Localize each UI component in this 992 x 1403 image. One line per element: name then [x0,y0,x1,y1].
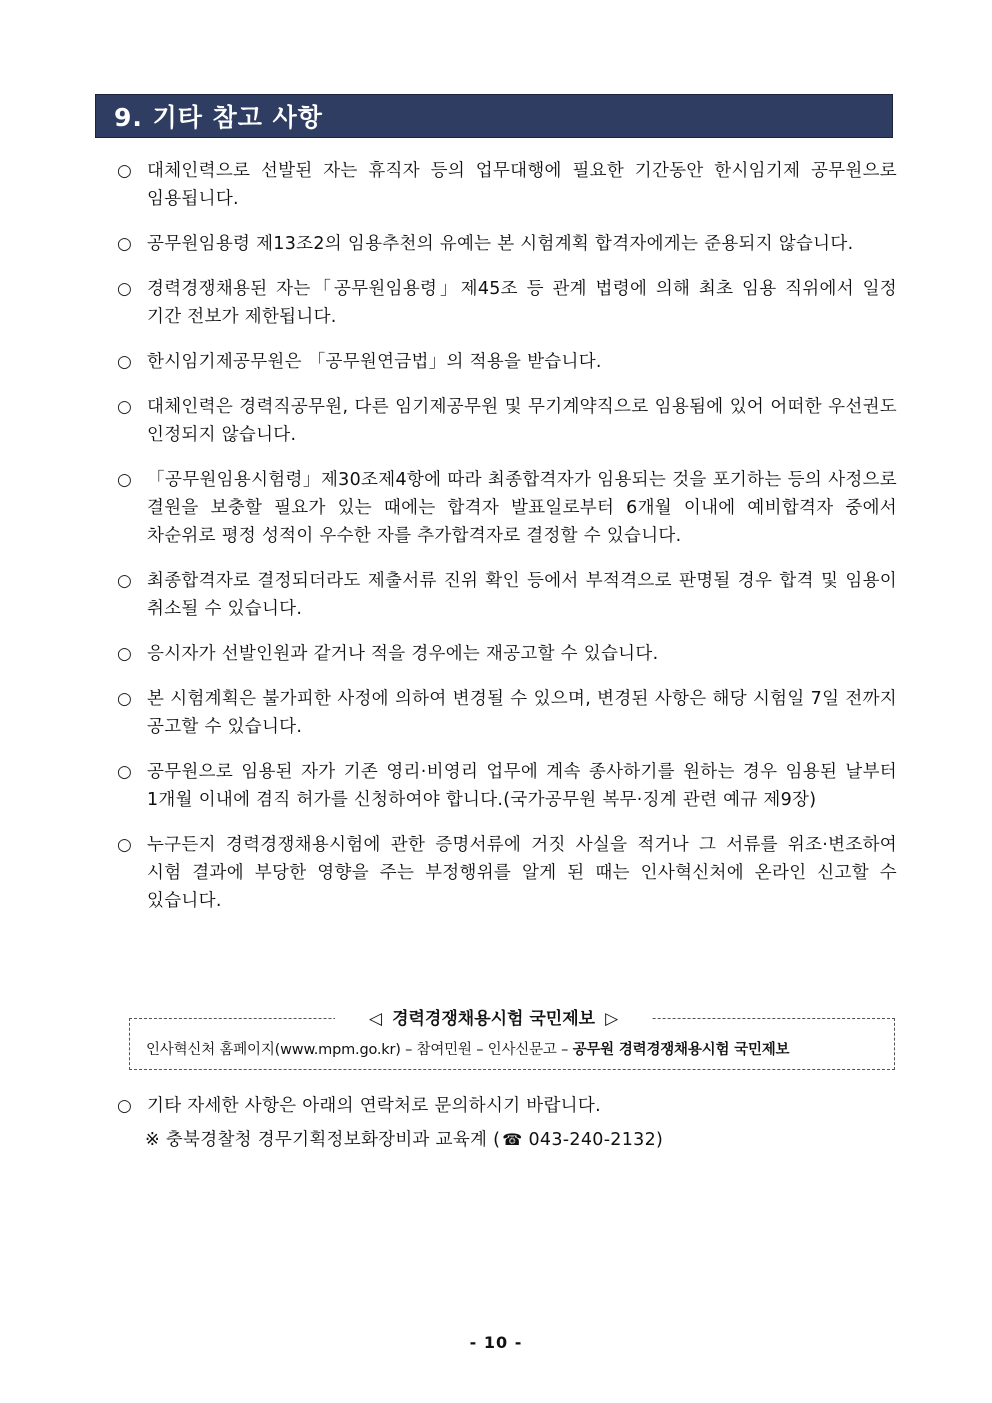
report-path-text: 인사혁신처 홈페이지(www.mpm.go.kr) – 참여민원 – 인사신문고 – [146,1042,573,1058]
bullet-icon: ○ [117,234,132,254]
list-item [115,1092,897,1120]
report-path-target: 공무원 경력경쟁채용시험 국민제보 [572,1042,790,1058]
list-item [115,567,897,623]
bullet-icon: ○ [117,279,132,299]
list-item-text: 공무원임용령 제13조2의 임용추천의 유예는 본 시험계획 합격자에게는 준용되지 않습니다. [147,234,854,254]
contact-note [115,1126,897,1154]
contact-note-prefix: ※ 충북경찰청 경무기획정보화장비과 교육계 ( [145,1130,501,1150]
list-item-text: 한시임기제공무원은 「공무원연금법」의 적용을 받습니다. [147,352,602,372]
triangle-left-icon: ◁ [369,1009,383,1029]
bullet-icon: ○ [117,161,132,181]
bullet-icon: ○ [117,352,132,372]
list-item-text: 「공무원임용시험령」제30조제4항에 따라 최종합격자가 임용되는 것을 포기하는 등의 사정으로 결원을 보충할 필요가 있는 때에는 합격자 발표일로부터 6개월 이내에 예비합격자 중에서 차순위로 평정 성적이 우수한 자를 추가합격자로 결정할 수 있습니다. [147,470,897,546]
list-item [115,275,897,331]
bullet-icon: ○ [117,571,132,591]
list-item [115,640,897,668]
list-item-text: 최종합격자로 결정되더라도 제출서류 진위 확인 등에서 부적격으로 판명될 경우 합격 및 임용이 취소될 수 있습니다. [147,571,897,619]
bullet-icon: ○ [117,835,132,855]
list-item-text: 공무원으로 임용된 자가 기존 영리·비영리 업무에 계속 종사하기를 원하는 경우 임용된 날부터 1개월 이내에 겸직 허가를 신청하여야 합니다.(국가공무원 복무·징계 관련 예규 제9장) [147,762,897,810]
triangle-right-icon: ▷ [605,1009,619,1029]
list-item-text: 응시자가 선발인원과 같거나 적을 경우에는 재공고할 수 있습니다. [147,644,659,664]
bullet-icon: ○ [117,644,132,664]
notice-list [115,157,897,932]
contact-phone: 043-240-2132) [528,1130,664,1150]
list-item [115,758,897,814]
contact-section [115,1092,897,1154]
list-item [115,348,897,376]
report-notice-title-text: 경력경쟁채용시험 국민제보 [392,1009,596,1029]
section-header [95,94,893,138]
list-item [115,157,897,213]
list-item-text: 본 시험계획은 불가피한 사정에 의하여 변경될 수 있으며, 변경된 사항은 해당 시험일 7일 전까지 공고할 수 있습니다. [147,689,897,737]
bullet-icon: ○ [117,762,132,782]
list-item [115,831,897,915]
report-notice-title [335,1007,652,1031]
list-item-text: 대체인력은 경력직공무원, 다른 임기제공무원 및 무기계약직으로 임용됨에 있어 어떠한 우선권도 인정되지 않습니다. [147,397,897,445]
contact-text: 기타 자세한 사항은 아래의 연락처로 문의하시기 바랍니다. [147,1096,601,1116]
page-number: - 10 - [469,1333,523,1352]
list-item-text: 대체인력으로 선발된 자는 휴직자 등의 업무대행에 필요한 기간동안 한시임기제 공무원으로 임용됩니다. [147,161,897,209]
bullet-icon: ○ [117,470,132,490]
list-item [115,685,897,741]
bullet-icon: ○ [117,689,132,709]
list-item [115,393,897,449]
bullet-icon: ○ [117,397,132,417]
report-path [146,1039,789,1061]
list-item [115,466,897,550]
bullet-icon: ○ [117,1096,132,1116]
list-item-text: 경력경쟁채용된 자는「공무원임용령」제45조 등 관계 법령에 의해 최초 임용 직위에서 일정 기간 전보가 제한됩니다. [147,279,897,327]
section-title: 9. 기타 참고 사항 [114,103,323,132]
phone-icon: ☎ [502,1130,523,1149]
report-notice-box [129,1009,895,1070]
list-item [115,230,897,258]
list-item-text: 누구든지 경력경쟁채용시험에 관한 증명서류에 거짓 사실을 적거나 그 서류를 위조·변조하여 시험 결과에 부당한 영향을 주는 부정행위를 알게 된 때는 인사혁신처에 온라인 신고할 수 있습니다. [147,835,897,911]
